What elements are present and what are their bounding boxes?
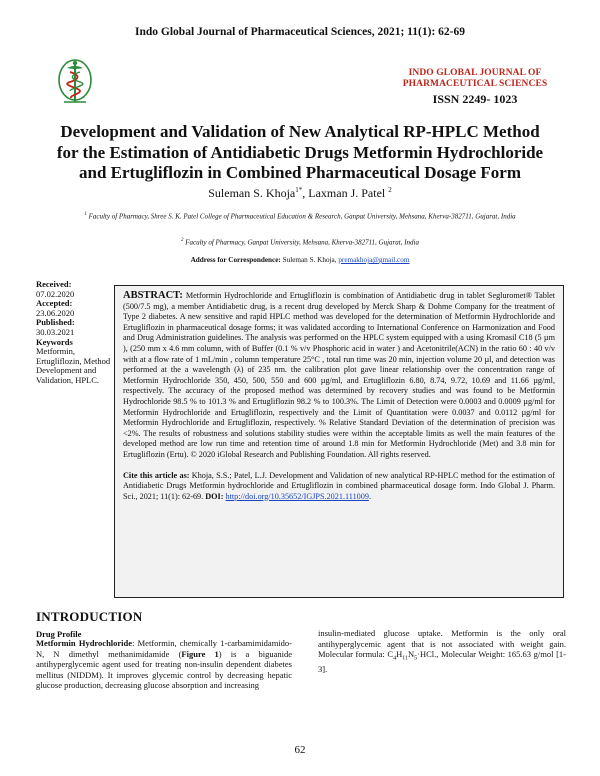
abstract-text: Metformin Hydrochloride and Ertugliflozin is combination of Antidiabetic drug in tablet Segluromet® Tablet (500/7.5 mg), a member Antidiabetic drug, is a recent drug developed by Merck Sharp & Dohme Company for the treatment of Type 2 diabetes. A new sensitive and rapid HPLC method was developed for the determination of Metformin Hydrochloride and Ertugliflozin in pharmaceutical dosage forms; it was validated according to International Conference on Harmonization and Food and Drug Administration guidelines. The analysis was performed on the HPLC system equipped with a using Kromasil C18 (5 µm ), (250 mm x 4.6 mm column, with of Buffer (0.1 % v/v Phosphoric acid in water ) and Acetonitrile(ACN) in the ratio 60 : 40 v/v with at a flow rate of 1 mL/min , column temperature 25°C , total run time was 20 min, injection volume 20 µl, and detection was performed at the a wavelength (λ) of 235 nm. the calibration plot gave linear relationship over the concentration range of Metformin Hydrochloride 350, 450, 500, 550 and 600 µg/ml, and Ertugliflozin 6.80, 8.74, 9.72, 10.69 and 11.66 µg/ml, respectively. The accuracy of the proposed method was determined by recovery studies and was found to be Metformin Hydrochloride 98.5 % to 101.3 % and Ertugliflozin 98.2 % to 100.3%. The Limit of Detection were 0.0003 and 0.0009 µg/ml for Metformin Hydrochloride and Ertugliflozin, respectively and the Limit of Quantitation were 0.0037 and 0.0112 µg/ml for Metformin Hydrochloride and Ertugliflozin, respectively. % Relative Standard Deviation of the determination of precision was <2%. The results of robustness and solutions stability studies were within the acceptable limits as well the main features of the developed method are low run time and retention time of around 1.8 min for Metformin Hydrochloride (Met) and 3.8 min for Ertugliflozin (Ertu). © 2020 iGlobal Research and Publishing Foundation. All rights reserved. (123, 291, 556, 459)
formula-sub-1: 4 (393, 655, 397, 662)
affiliation-2-text: Faculty of Pharmacy, Ganpat University, Mehsana, Kherva-382711, Gujarat, India (185, 238, 419, 247)
metformin-term: Metformin Hydrochloride (36, 638, 133, 648)
page-number: 62 (294, 744, 306, 756)
body-left-column (36, 638, 292, 691)
right-text-4: ·HCl., Molecular Weight: 165.63 g/mol [1-3]. (318, 649, 566, 675)
left-text-1: : Metformin, chemically 1-carbamimidamido-N, N dimethyl methanimidamide ( (36, 638, 293, 659)
received-date: 07.02.2020 (36, 288, 75, 299)
doi-label: DOI: (205, 491, 224, 501)
right-text-2: H (396, 649, 403, 660)
published-label: Published: (36, 317, 75, 328)
right-text-3: N (408, 649, 415, 660)
journal-name-line2: PHARMACEUTICAL SCIENCES (402, 79, 548, 89)
correspondence-name: Suleman S. Khoja, (282, 256, 337, 264)
caduceus-logo-icon (56, 56, 94, 108)
affiliation-2 (30, 238, 570, 246)
keywords-label: Keywords (36, 336, 73, 347)
received-label: Received: (36, 279, 72, 289)
journal-header: Indo Global Journal of Pharmaceutical Sciences, 2021; 11(1): 62-69 (135, 26, 465, 38)
introduction-heading: INTRODUCTION (36, 609, 143, 624)
author-2-sup: 2 (388, 186, 392, 194)
abstract (123, 291, 555, 461)
right-text-1: insulin-mediated glucose uptake. Metformin is the only oral antihyperglycemic agent that is not associated with weight gain. Molecular formula: C (318, 628, 566, 660)
citation-label: Cite this article as: (123, 470, 190, 480)
affiliation-1-sup: 1 (84, 212, 87, 217)
keywords: Metformin, Ertugliflozin, Method Development and Validation, HPLC. (36, 346, 111, 385)
correspondence (0, 256, 600, 264)
accepted-date: 23.06.2020 (36, 307, 75, 318)
citation (123, 471, 555, 503)
formula-sub-2: 11 (402, 655, 408, 662)
author-1: Suleman S. Khoja (208, 186, 296, 200)
correspondence-label: Address for Correspondence: (190, 256, 281, 264)
title-line2: for the Estimation of Antidiabetic Drugs Metformin Hydrochloride (56, 142, 544, 162)
drug-profile-subheading: Drug Profile (36, 629, 82, 639)
article-meta (36, 280, 112, 386)
author-1-sup: 1* (295, 186, 303, 194)
author-separator: , (302, 186, 309, 200)
doi-link[interactable]: http://doi.org/10.35652/IGJPS.2021.111009 (225, 491, 369, 501)
citation-end: . (368, 491, 371, 501)
formula-sub-3: 5 (414, 655, 418, 662)
affiliation-2-sup: 2 (180, 238, 184, 243)
abstract-label: ABSTRACT: (123, 290, 183, 301)
issn: ISSN 2249- 1023 (432, 92, 518, 106)
article-title (30, 122, 570, 184)
author-2: Laxman J. Patel (308, 186, 386, 200)
title-line3: and Ertugliflozin in Combined Pharmaceutical Dosage Form (79, 163, 521, 182)
published-date: 30.03.2021 (36, 326, 75, 337)
journal-name-box (396, 68, 554, 107)
correspondence-email-link[interactable]: premakhoja@gmail.com (338, 256, 410, 264)
left-text-2: ) is a biguanide antihyperglycemic agent used for treating non-insulin dependent diabetes mellitus (NIDDM). It improves glycemic control by decreasing hepatic glucose production, decreasing glucose absorption and increasing (36, 648, 292, 691)
journal-name-line1: INDO GLOBAL JOURNAL OF (408, 68, 542, 78)
affiliation-1-text: Faculty of Pharmacy, Shree S. K. Patel College of Pharmaceutical Education & Research, Ganpat University, Mehsana, Kherva-382711, Gujarat, India (88, 212, 516, 221)
citation-text: Khoja, S.S.; Patel, L.J. Development and Validation of new analytical RP-HPLC method for the estimation of Antidiabetic Drugs Metformin hydrochloride and Ertugliflozin in combined pharmaceutical dosage form. Indo Global J. Pharm. Sci., 2021; 11(1): 62-69. (123, 470, 556, 501)
affiliation-1 (30, 210, 570, 221)
title-line1: Development and Validation of New Analytical RP-HPLC Method (60, 122, 540, 141)
authors (0, 186, 600, 201)
figure-1-ref[interactable]: Figure 1 (181, 648, 219, 659)
body-right-column (318, 628, 566, 675)
accepted-label: Accepted: (36, 298, 73, 309)
abstract-box (114, 285, 564, 598)
